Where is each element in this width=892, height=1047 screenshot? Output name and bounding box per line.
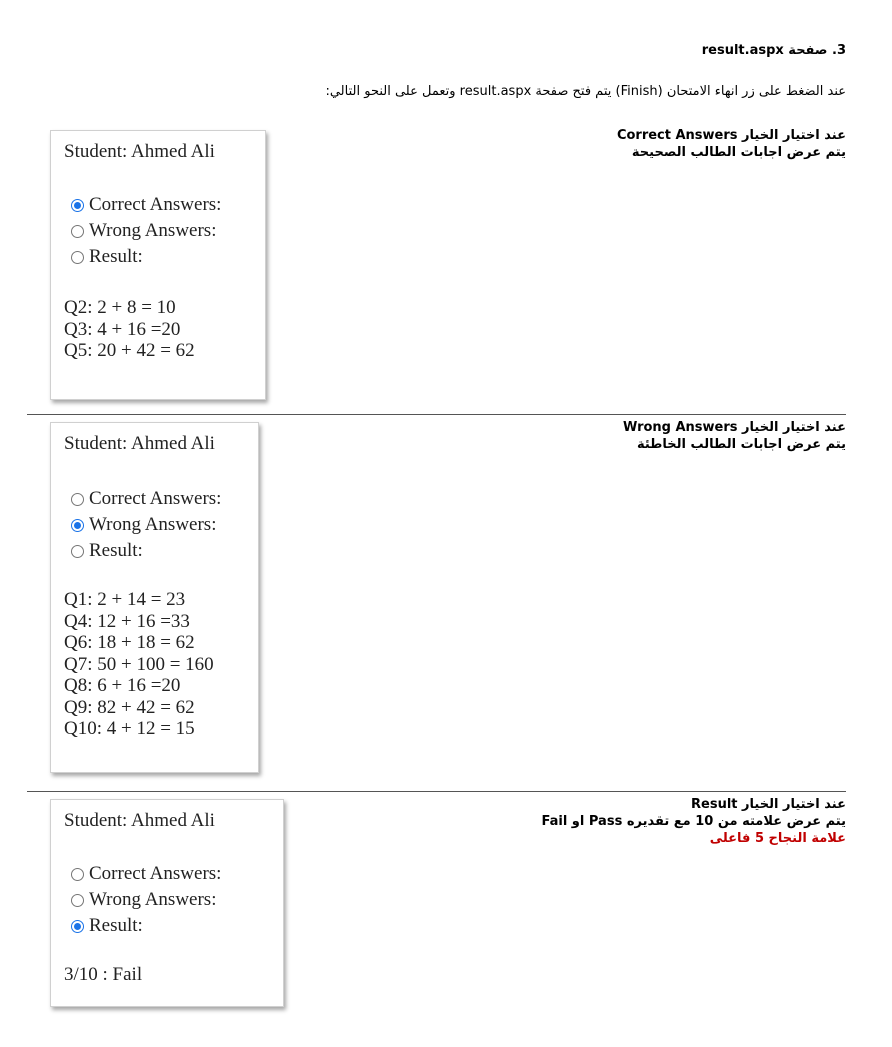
radio-button-checked[interactable]: [71, 199, 84, 212]
option-label: Correct Answers:: [89, 488, 222, 509]
radio-button[interactable]: [71, 225, 84, 238]
option-label: Result:: [89, 915, 143, 936]
answer-item: Q9: 82 + 42 = 62: [64, 696, 195, 718]
answers-list: [64, 964, 142, 986]
result-description: [541, 796, 846, 847]
student-name: Student: Ahmed Ali: [64, 433, 215, 454]
answer-filter-radio-group: [71, 192, 221, 270]
section-divider: [27, 414, 846, 415]
option-label: Result:: [89, 246, 143, 267]
answer-item: Q2: 2 + 8 = 10: [64, 297, 176, 318]
option-label: Result:: [89, 540, 143, 561]
description-line: يتم عرض علامته من 10 مع تقديره Pass او Fail: [541, 814, 846, 829]
description-line: عند اختيار الخيار Correct Answers: [616, 128, 846, 143]
answer-item: Q1: 2 + 14 = 23: [64, 589, 186, 610]
pass-mark-note: علامة النجاح 5 فاعلى: [709, 831, 846, 846]
option-correct-answers[interactable]: [71, 192, 221, 218]
answer-filter-radio-group: [71, 486, 221, 564]
answer-filter-radio-group: [71, 861, 221, 939]
section-divider: [27, 791, 846, 792]
option-label: Wrong Answers:: [89, 220, 217, 241]
option-label: Correct Answers:: [89, 863, 222, 884]
answer-item: Q10: 4 + 12 = 15: [64, 718, 195, 739]
intro-paragraph: عند الضغط على زر انهاء الامتحان (Finish) يتم فتح صفحة result.aspx وتعمل على النحو التالي:: [325, 84, 846, 99]
radio-button[interactable]: [71, 493, 84, 506]
result-panel-result: [50, 799, 284, 1007]
answer-item: Q8: 6 + 16 =20: [64, 675, 181, 696]
score-result: 3/10 : Fail: [64, 964, 143, 985]
description-line: يتم عرض اجابات الطالب الخاطئة: [636, 437, 846, 452]
student-name: Student: Ahmed Ali: [64, 810, 215, 831]
answer-item: Q4: 12 + 16 =33: [64, 610, 190, 632]
option-correct-answers[interactable]: [71, 861, 221, 887]
option-label: Wrong Answers:: [89, 889, 217, 910]
description-line: عند اختيار الخيار Wrong Answers: [622, 420, 846, 435]
radio-button-checked[interactable]: [71, 920, 84, 933]
option-wrong-answers[interactable]: [71, 218, 221, 244]
option-result[interactable]: [71, 244, 221, 270]
correct-answers-description: [617, 127, 846, 161]
description-line: يتم عرض اجابات الطالب الصحيحة: [631, 145, 846, 160]
section-heading: 3. صفحة result.aspx: [701, 43, 846, 58]
option-wrong-answers[interactable]: [71, 887, 221, 913]
answer-item: Q3: 4 + 16 =20: [64, 318, 181, 340]
description-line: عند اختيار الخيار Result: [691, 797, 846, 812]
answer-item: Q5: 20 + 42 = 62: [64, 340, 195, 361]
answers-list: [64, 297, 195, 362]
option-result[interactable]: [71, 913, 221, 939]
option-wrong-answers[interactable]: [71, 512, 221, 538]
answer-item: Q7: 50 + 100 = 160: [64, 653, 214, 675]
result-panel-correct: [50, 130, 266, 400]
radio-button[interactable]: [71, 251, 84, 264]
option-label: Correct Answers:: [89, 194, 222, 215]
radio-button[interactable]: [71, 894, 84, 907]
student-name: Student: Ahmed Ali: [64, 141, 215, 162]
answer-item: Q6: 18 + 18 = 62: [64, 632, 195, 653]
radio-button[interactable]: [71, 868, 84, 881]
option-correct-answers[interactable]: [71, 486, 221, 512]
result-panel-wrong: [50, 422, 259, 773]
wrong-answers-description: [623, 419, 846, 453]
radio-button-checked[interactable]: [71, 519, 84, 532]
option-label: Wrong Answers:: [89, 514, 217, 535]
option-result[interactable]: [71, 538, 221, 564]
radio-button[interactable]: [71, 545, 84, 558]
answers-list: [64, 589, 214, 740]
